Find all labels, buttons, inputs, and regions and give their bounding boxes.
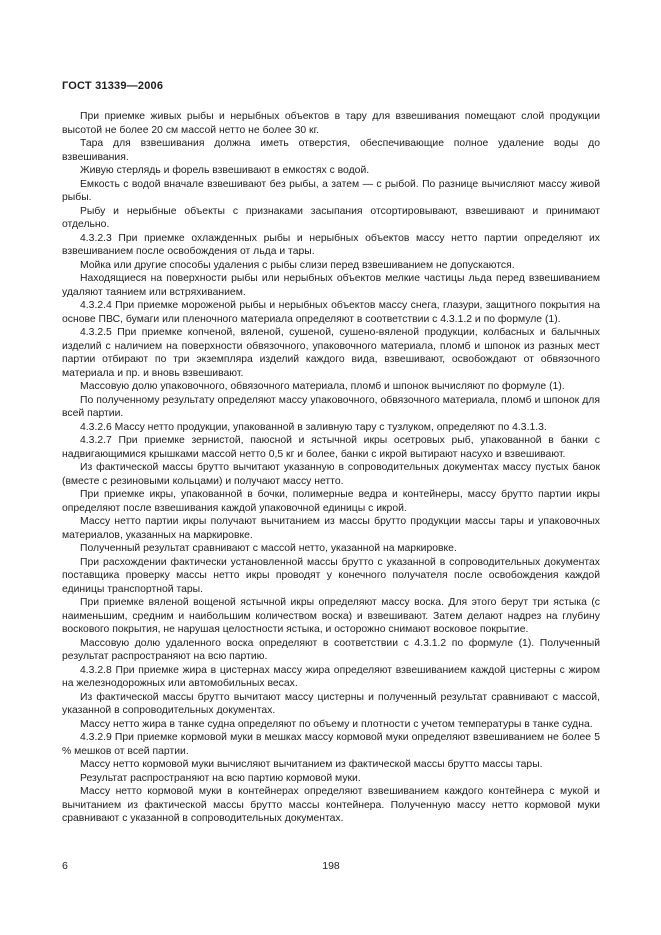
document-code: ГОСТ 31339—2006 [62, 80, 164, 92]
paragraph: При приемке икры, упакованной в бочки, полимерные ведра и контейнеры, массу брутто партии икры определяют после взвешивания каждой упаковочной единицы с икрой. [62, 489, 600, 514]
page-footer [62, 860, 600, 874]
paragraph-clause: 4.3.2.3 При приемке охлажденных рыбы и нерыбных объектов массу нетто партии определяют их взвешиванием после освобождения от льда и тары. [62, 232, 600, 257]
page-number-center: 198 [322, 860, 340, 872]
paragraph-clause: 4.3.2.6 Массу нетто продукции, упакованной в заливную тару с тузлуком, определяют по 4.3.1.3. [80, 421, 547, 433]
paragraph: Массу нетто кормовой муки в контейнерах определяют взвешиванием каждого контейнера с мукой и вычитанием из фактической массы брутто массы контейнера. Полученную массу нетто кормовой муки сравнивают с указанной в сопроводительных документах. [62, 786, 600, 824]
paragraph: Находящиеся на поверхности рыбы или нерыбных объектов мелкие частицы льда перед взвешиванием удаляют таянием или встряхиванием. [62, 273, 600, 298]
document-body [62, 110, 600, 826]
paragraph: При приемке вяленой вощеной ястычной икры определяют массу воска. Для этого берут три ястыка (с наименьшим, средним и наибольшим количеством воска) и взвешивают. Затем делают надрез на глубину воскового покрытия, не нарушая целостности ястыка, и осторожно снимают восковое покрытие. [62, 597, 600, 635]
page-number-left: 6 [62, 860, 68, 872]
paragraph: При приемке живых рыбы и нерыбных объектов в тару для взвешивания помещают слой продукции высотой не более 20 см массой нетто не более 30 кг. [62, 111, 600, 136]
paragraph: Полученный результат сравнивают с массой нетто, указанной на маркировке. [80, 543, 457, 554]
paragraph: Результат распространяют на всю партию кормовой муки. [80, 772, 361, 784]
paragraph-clause: 4.3.2.7 При приемке зернистой, паюсной и ястычной икры осетровых рыб, упакованной в банки с надвигающимися крышками массой нетто 0,5 кг и более, банки с икрой вытирают насухо и взвешивают. [62, 435, 600, 460]
paragraph: Массу нетто кормовой муки вычисляют вычитанием из фактической массы брутто массы тары. [80, 759, 543, 770]
paragraph: Тара для взвешивания должна иметь отверстия, обеспечивающие полное удаление воды до взвешивания. [62, 138, 600, 163]
paragraph: Массовую долю упаковочного, обвязочного материала, пломб и шпонок вычисляют по формуле (1). [80, 381, 565, 392]
paragraph: Из фактической массы брутто вычитают массу цистерны и полученный результат сравнивают с массой, указанной в сопроводительных документах. [62, 691, 600, 716]
paragraph: Массу нетто партии икры получают вычитанием из массы брутто продукции массы тары и упаковочных материалов, указанных на маркировке. [62, 516, 600, 541]
paragraph: Мойка или другие способы удаления с рыбы слизи перед взвешиванием не допускаются. [80, 259, 515, 271]
paragraph: Массовую долю удаленного воска определяют в соответствии с 4.3.1.2 по формуле (1). Полученный результат распространяют на всю партию. [62, 637, 600, 662]
paragraph: Из фактической массы брутто вычитают указанную в сопроводительных документах массу пустых банок (вместе с резиновыми кольцами) и получают массу нетто. [62, 462, 600, 487]
paragraph-clause: 4.3.2.4 При приемке мороженой рыбы и нерыбных объектов массу снега, глазури, защитного покрытия на основе ПВС, бумаги или пленочного материала определяют в соответствии с 4.3.1.2 и по формуле (1). [62, 300, 600, 325]
paragraph-clause: 4.3.2.9 При приемке кормовой муки в мешках массу кормовой муки определяют взвешиванием не более 5 % мешков от всей партии. [62, 732, 600, 757]
paragraph: Рыбу и нерыбные объекты с признаками засыпания отсортировывают, взвешивают и принимают отдельно. [62, 205, 600, 230]
paragraph: По полученному результату определяют массу упаковочного, обвязочного материала, пломб и шпонок для всей партии. [62, 394, 600, 419]
paragraph: Массу нетто жира в танке судна определяют по объему и плотности с учетом температуры в танке судна. [80, 718, 593, 730]
paragraph-clause: 4.3.2.8 При приемке жира в цистернах массу жира определяют взвешиванием каждой цистерны с жиром на железнодорожных или автомобильных весах. [62, 664, 600, 689]
paragraph: При расхождении фактически установленной массы брутто с указанной в сопроводительных документах поставщика проверку массы нетто икры проводят у конечного получателя после освобождения каждой единицы транспортной тары. [62, 556, 600, 595]
paragraph-clause: 4.3.2.5 При приемке копченой, вяленой, сушеной, сушено-вяленой продукции, колбасных и балычных изделий с наличием на поверхности обвязочного, упаковочного материала, пломб и шпонок из разных мест партии отбирают по три экземпляра изделий каждого вида, взвешивают, освобождают от обвязочного материала и пр. и вновь взвешивают. [62, 327, 600, 379]
paragraph: Живую стерлядь и форель взвешивают в емкостях с водой. [80, 165, 370, 176]
paragraph: Емкость с водой вначале взвешивают без рыбы, а затем — с рыбой. По разнице вычисляют массу живой рыбы. [62, 178, 600, 203]
